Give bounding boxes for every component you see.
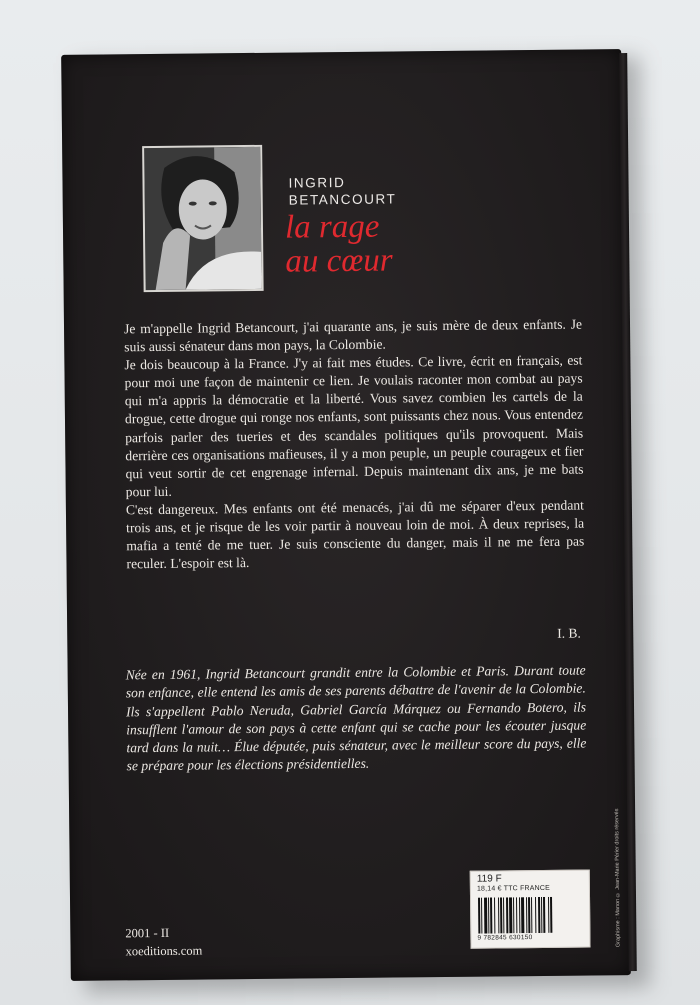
barcode-bar [490, 897, 492, 933]
barcode-bar [484, 898, 487, 934]
barcode-bar [548, 897, 549, 933]
author-first-name: INGRID [288, 174, 346, 191]
barcode-bar [543, 897, 545, 933]
edition-info [125, 924, 202, 961]
blurb-paragraph-2: Je dois beaucoup à la France. J'y ai fait mes études. Ce livre, écrit en français, est pour moi une façon de maintenir ce lien. Je voulais raconter mon combat au pays qui m'a appris la démocratie et la liberté. Vous savez combien les cartels de la drogue, cette drogue qui ronge nos enfants, sont puissants chez nous. Vous entendez parfois parler des tueries et des scandales politiques qu'ils provoquent. Mais derrière ces organisations mafieuses, il y a mon peuple, un peuple courageux et fier qui veut sortir de cet engrenage infernal. Depuis maintenant dix ans, je me bats pour lui. [124, 352, 584, 500]
barcode-bar [535, 897, 536, 933]
barcode-bar [503, 897, 504, 933]
isbn-number: 9 782845 630150 [477, 934, 533, 942]
publisher-website: xoeditions.com [125, 943, 203, 959]
price-code: 18,14 € TTC FRANCE [476, 884, 551, 893]
blurb-text [124, 316, 585, 574]
author-last-name: BETANCOURT [288, 191, 397, 208]
barcode-bar [498, 897, 499, 933]
book-title [285, 210, 393, 279]
barcode-bar [541, 897, 542, 933]
barcode-bar [526, 897, 527, 933]
barcode-bar [481, 898, 482, 934]
barcode-bar [513, 897, 514, 933]
photo-credits: Graphisme : Manon © Jean-Marie Périer droits réservés [614, 808, 622, 948]
barcode-bar [506, 897, 508, 933]
portrait-image [144, 147, 261, 290]
barcode-bar [494, 897, 495, 933]
price-text: 119 F [476, 873, 502, 885]
barcode-bar [509, 897, 512, 933]
barcode-bar [488, 898, 489, 934]
barcode-bar [478, 898, 480, 934]
barcode-bar [550, 897, 552, 933]
signature: I. B. [557, 625, 581, 641]
barcode-bar [531, 897, 532, 933]
blurb-paragraph-3: C'est dangereux. Mes enfants ont été menacés, j'ai dû me séparer d'eux pendant trois ans, et je risque de les voir partir à nouveau loin de moi. À deux reprises, la mafia a tenté de me tuer. Je suis consciente du danger, mais il ne me fera pas reculer. L'espoir est là. [125, 497, 585, 572]
barcode [477, 897, 583, 934]
barcode-bar [500, 897, 502, 933]
edition-number: 2001 - II [125, 925, 170, 941]
book-title-line-1: la rage [284, 208, 380, 246]
barcode-bar [519, 897, 520, 933]
blurb-paragraph-1: Je m'appelle Ingrid Betancourt, j'ai quarante ans, je suis mère de deux enfants. Je suis aussi sénateur dans mon pays, la Colombie. [123, 316, 583, 355]
barcode-bar [521, 897, 524, 933]
barcode-bar [538, 897, 540, 933]
author-bio: Née en 1961, Ingrid Betancourt grandit entre la Colombie et Paris. Durant toute son enfance, elle entend les amis de ses parents débattre de l'avenir de la Colombie. Ils s'appellent Pablo Neruda, Gabriel García Márquez ou Fernando Botero, ils insufflent l'amour de son pays à cette enfant qui se cache pour les écouter jusque tard dans la nuit… Élue députée, puis sénateur, avec le meilleur score du pays, elle se prépare pour les élections présidentielles. [125, 662, 587, 774]
barcode-bar [528, 897, 530, 933]
book-title-line-2: au cœur [285, 242, 393, 280]
barcode-label [470, 869, 591, 948]
book-back-cover [61, 49, 631, 981]
barcode-image [477, 897, 583, 934]
barcode-bar [516, 897, 517, 933]
author-portrait [142, 145, 264, 292]
author-name [288, 173, 396, 208]
